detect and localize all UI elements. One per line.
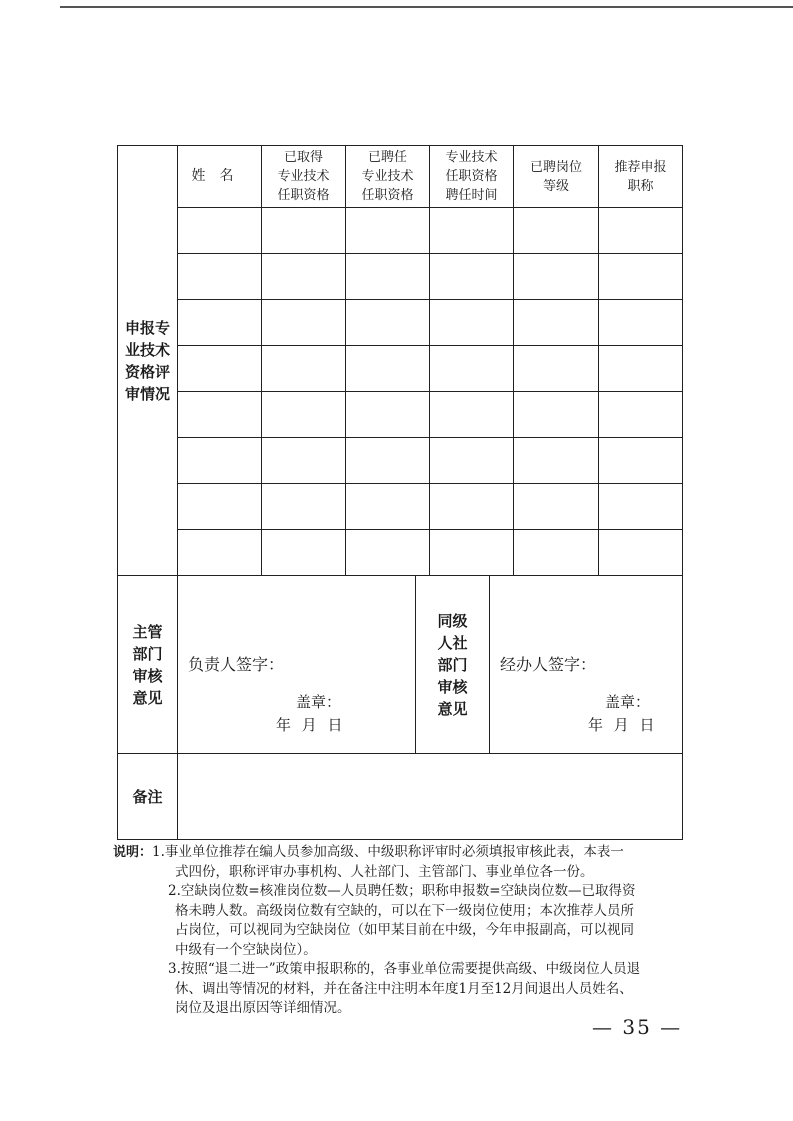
notes-lead: 说明：	[113, 845, 153, 860]
col-header-text: 任职资格	[445, 169, 498, 184]
review-label-line: 资格评	[124, 362, 170, 381]
col-header-text: 任职资格	[361, 188, 414, 203]
blank-entry-cell[interactable]	[514, 208, 599, 254]
blank-entry-cell[interactable]	[514, 346, 599, 392]
hr-sign-label: 经办人签字：	[500, 655, 597, 674]
table-row	[118, 484, 683, 530]
blank-entry-cell[interactable]	[346, 300, 430, 346]
col-header-text: 专业技术	[361, 169, 414, 184]
col-header-text: 任职资格	[277, 188, 330, 203]
supervisor-review-label	[118, 576, 178, 754]
blank-entry-cell[interactable]	[346, 484, 430, 530]
col-header-name	[178, 146, 262, 208]
table-row	[118, 346, 683, 392]
table-row	[118, 208, 683, 254]
col-header-text: 已聘任	[368, 150, 408, 165]
col-header-position-grade	[514, 146, 599, 208]
blank-entry-cell[interactable]	[599, 438, 683, 484]
supervisor-sign-label: 负责人签字：	[188, 655, 285, 674]
blank-entry-cell[interactable]	[430, 346, 514, 392]
blank-entry-cell[interactable]	[178, 254, 262, 300]
review-section-label	[118, 146, 178, 576]
hr-label-line: 人社	[437, 633, 468, 652]
blank-entry-cell[interactable]	[262, 300, 346, 346]
note-line-8: 休、调出等情况的材料，并在备注中注明本年度1月至12月间退出人员姓名、	[175, 980, 633, 997]
blank-entry-cell[interactable]	[178, 300, 262, 346]
col-header-text: 职称	[627, 178, 654, 194]
blank-entry-cell[interactable]	[514, 392, 599, 438]
note-line-7: 3.按照“退二进一”政策申报职称的，各事业单位需要提供高级、中级岗位人员退	[168, 961, 641, 977]
remarks-label: 备注	[118, 754, 178, 840]
blank-entry-cell[interactable]	[599, 300, 683, 346]
col-header-hire-date	[430, 146, 514, 208]
table-row	[118, 438, 683, 484]
blank-entry-cell[interactable]	[430, 530, 514, 576]
blank-entry-cell[interactable]	[262, 392, 346, 438]
col-header-recommended-title	[599, 146, 683, 208]
blank-entry-cell[interactable]	[178, 208, 262, 254]
blank-entry-cell[interactable]	[178, 346, 262, 392]
col-header-text: 姓名	[191, 168, 248, 184]
blank-entry-cell[interactable]	[599, 346, 683, 392]
page-number: — 35 —	[592, 1015, 683, 1039]
supervisor-label-line: 意见	[132, 688, 163, 707]
blank-entry-cell[interactable]	[346, 346, 430, 392]
blank-entry-cell[interactable]	[262, 208, 346, 254]
blank-entry-cell[interactable]	[430, 208, 514, 254]
blank-entry-cell[interactable]	[262, 346, 346, 392]
hr-label-line: 同级	[437, 611, 468, 630]
blank-entry-cell[interactable]	[346, 254, 430, 300]
blank-entry-cell[interactable]	[262, 484, 346, 530]
review-label-line: 审情况	[124, 384, 170, 403]
blank-entry-cell[interactable]	[430, 438, 514, 484]
note-line-9: 岗位及退出原因等详细情况。	[175, 1000, 351, 1016]
review-label-line: 业技术	[124, 340, 170, 359]
note-line-4: 格未聘人数。高级岗位数有空缺的，可以在下一级岗位使用；本次推荐人员所	[175, 902, 634, 919]
blank-entry-cell[interactable]	[599, 530, 683, 576]
blank-entry-cell[interactable]	[514, 484, 599, 530]
hr-label-line: 部门	[437, 655, 468, 674]
review-label-line: 申报专	[124, 318, 170, 337]
blank-entry-cell[interactable]	[346, 208, 430, 254]
blank-entry-cell[interactable]	[514, 254, 599, 300]
note-line-2: 式四份，职称评审办事机构、人社部门、主管部门、事业单位各一份。	[175, 863, 594, 880]
blank-entry-cell[interactable]	[514, 438, 599, 484]
top-rule	[60, 6, 793, 8]
note-line-3: 2.空缺岗位数=核准岗位数—人员聘任数；职称申报数=空缺岗位数—已取得资	[168, 883, 636, 899]
supervisor-date-label: 年 月 日	[276, 716, 346, 734]
table-row	[118, 254, 683, 300]
blank-entry-cell[interactable]	[599, 392, 683, 438]
blank-entry-cell[interactable]	[178, 438, 262, 484]
blank-entry-cell[interactable]	[599, 254, 683, 300]
col-header-text: 等级	[543, 178, 570, 194]
blank-entry-cell[interactable]	[514, 300, 599, 346]
blank-entry-cell[interactable]	[514, 530, 599, 576]
blank-entry-cell[interactable]	[346, 392, 430, 438]
remarks-field	[178, 754, 683, 840]
table-row	[118, 392, 683, 438]
col-header-text: 专业技术	[445, 150, 498, 165]
notes-section	[113, 843, 693, 1019]
col-header-text: 专业技术	[277, 169, 330, 184]
blank-entry-cell[interactable]	[430, 484, 514, 530]
col-header-hired-qualification	[346, 146, 430, 208]
col-header-text: 聘任时间	[445, 188, 498, 203]
blank-entry-cell[interactable]	[599, 208, 683, 254]
hr-label-line: 意见	[437, 699, 468, 718]
hr-label-line: 审核	[437, 677, 468, 696]
col-header-text: 已聘岗位	[530, 159, 583, 175]
note-line-6: 中级有一个空缺岗位）。	[175, 941, 317, 958]
table-row	[118, 530, 683, 576]
col-header-text: 已取得	[283, 150, 323, 165]
blank-entry-cell[interactable]	[430, 254, 514, 300]
note-line-1: 说明：1.事业单位推荐在编人员参加高级、中级职称评审时必须填报审核此表，本表一	[113, 844, 624, 860]
blank-entry-cell[interactable]	[430, 300, 514, 346]
blank-entry-cell[interactable]	[599, 484, 683, 530]
supervisor-label-line: 部门	[132, 644, 163, 663]
hr-signature-area	[490, 576, 683, 754]
supervisor-signature-area	[178, 576, 416, 754]
supervisor-seal-label: 盖章：	[296, 693, 342, 711]
review-form-table	[117, 145, 683, 840]
blank-entry-cell[interactable]	[262, 438, 346, 484]
blank-entry-cell[interactable]	[346, 530, 430, 576]
table-row	[118, 300, 683, 346]
blank-entry-cell[interactable]	[430, 392, 514, 438]
hr-seal-label: 盖章：	[605, 693, 651, 711]
blank-entry-cell[interactable]	[178, 530, 262, 576]
hr-dept-review-label	[416, 576, 490, 754]
blank-entry-cell[interactable]	[262, 530, 346, 576]
note-line-5: 占岗位，可以视同为空缺岗位（如甲某目前在中级，今年申报副高，可以视同	[175, 922, 634, 938]
supervisor-label-line: 审核	[132, 666, 163, 685]
blank-entry-cell[interactable]	[178, 392, 262, 438]
col-header-obtained-qualification	[262, 146, 346, 208]
hr-date-label: 年 月 日	[588, 716, 658, 734]
blank-entry-cell[interactable]	[178, 484, 262, 530]
col-header-text: 推荐申报	[614, 159, 667, 175]
blank-entry-cell[interactable]	[346, 438, 430, 484]
supervisor-label-line: 主管	[132, 622, 163, 641]
blank-entry-cell[interactable]	[262, 254, 346, 300]
